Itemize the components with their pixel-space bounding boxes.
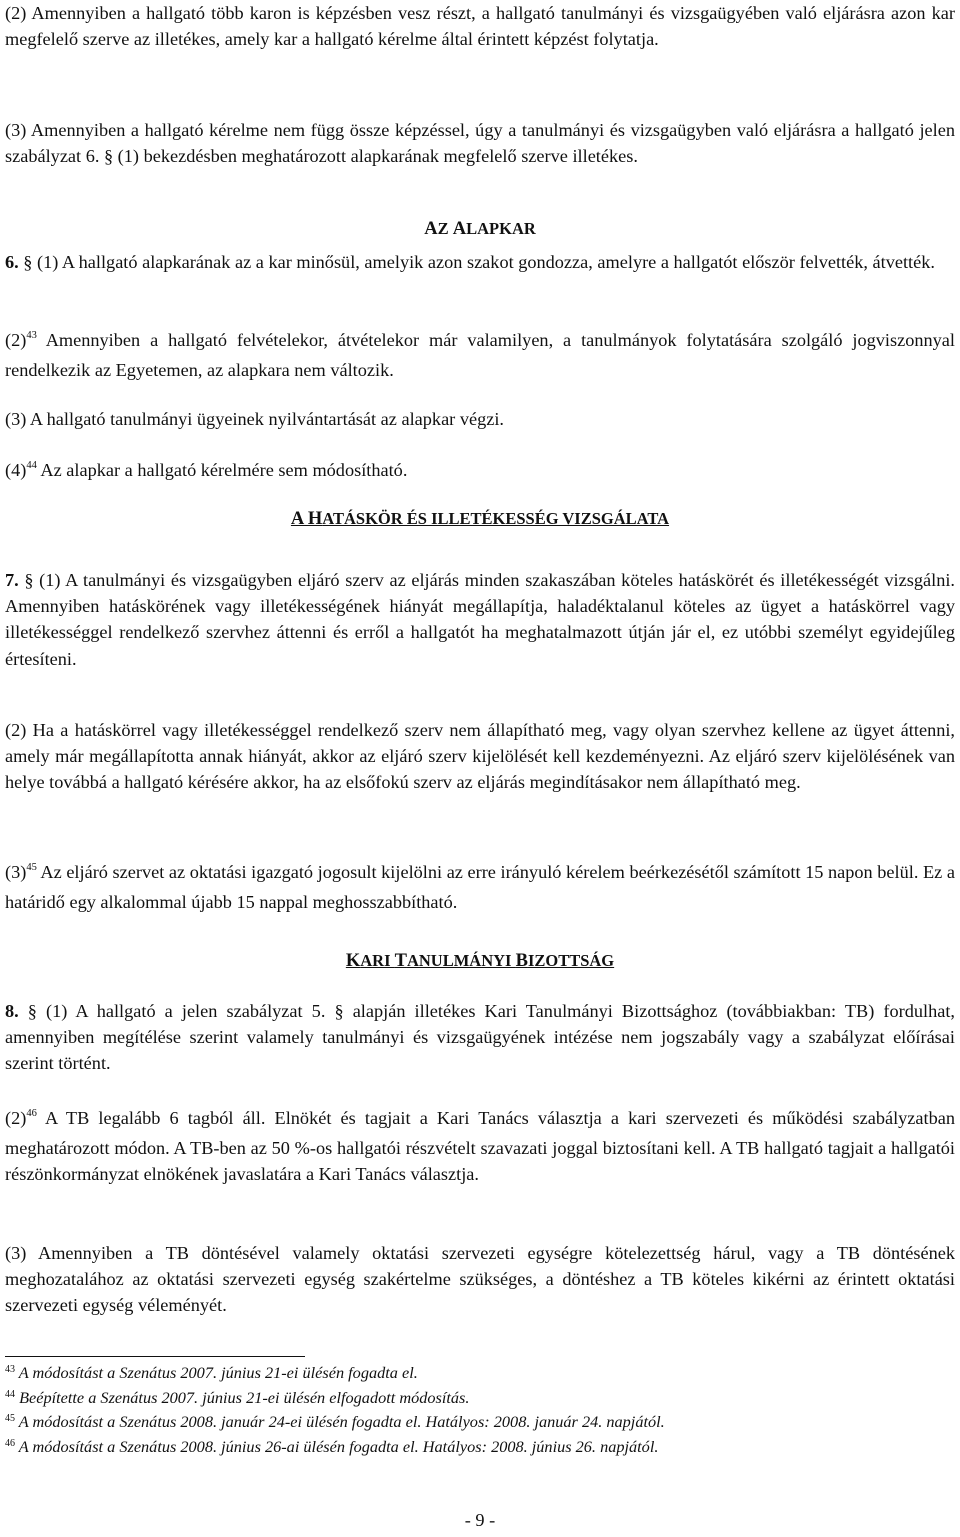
paragraph: (3)$^{45}$ Az eljáró szervet az oktatási igazgató jogosult kijelölni az erre irányuló kérelem beérkezésétől számított 15 napon belül. Ez a határidő egy alkalommal újabb 15 nappal meghosszabbítható.: [5, 862, 955, 913]
footnote-ref: 46: [26, 1108, 37, 1119]
section-number: 6.: [5, 252, 19, 272]
section-heading: AZ ALAPKAR: [424, 219, 536, 239]
footnote: $^{44}$ Beépítette a Szenátus 2007. június 21-ei ülésén elfogadott módosítás.: [5, 1387, 470, 1407]
paragraph: (2) Ha a hatáskörrel vagy illetékességgel rendelkező szerv nem állapítható meg, vagy olyan szervhez kellene az ügyet áttenni, amely már megállapította annak hiányát, akkor az eljáró szerv kijelölését kell kezdeményezni. Az eljáró szerv kijelölésének van helye továbbá a hallgató kérésére akkor, ha az elsőfokú szerv az eljárás megindításakor nem állapítható meg.: [5, 720, 955, 793]
paragraph: 7. § (1) A tanulmányi és vizsgaügyben eljáró szerv az eljárás minden szakaszában köteles hatáskörét és illetékességét vizsgálni. Amennyiben hatáskörének vagy illetékességének hiányát megállapítja, haladéktalanul köteles az ügyet a hatáskörrel vagy illetékességgel rendelkező szervhez áttenni és erről a hallgatót ha meghatalmazott útján jár el, ez utóbbi személyt egyidejűleg értesíteni.: [5, 570, 955, 669]
footnote-separator: [5, 1356, 305, 1357]
paragraph: 6. § (1) A hallgató alapkarának az a kar minősül, amelyik azon szakot gondozza, amelyre a hallgatót először felvették, átvették.: [5, 252, 935, 272]
footnote-ref: 43: [26, 330, 37, 341]
page-number: - 9 -: [464, 1510, 496, 1530]
footnote-ref: 44: [26, 460, 37, 471]
paragraph: (2)$^{43}$ Amennyiben a hallgató felvételekor, átvételekor már valamilyen, a tanulmányok folytatására szolgáló jogviszonnyal rendelkezik az Egyetemen, az alapkara nem változik.: [5, 330, 955, 381]
paragraph: (3) A hallgató tanulmányi ügyeinek nyilvántartását az alapkar végzi.: [5, 409, 505, 429]
section-number: 8.: [5, 1001, 19, 1021]
paragraph: (3) Amennyiben a TB döntésével valamely oktatási szervezeti egységre kötelezettség hárul, vagy a TB döntésének meghozatalához az oktatási szervezeti egység szakértelme szükséges, a döntéshez a TB köteles kikérni az érintett oktatási szervezeti egység véleményét.: [5, 1243, 955, 1316]
paragraph: 8. § (1) A hallgató a jelen szabályzat 5. § alapján illetékes Kari Tanulmányi Bizottsághoz (továbbiakban: TB) fordulhat, amennyiben megítélése szerint valamely tanulmányi és vizsgaügyének intézése nem jogszabály vagy a szabályzat előírásai szerint történt.: [5, 1001, 955, 1074]
paragraph: (3) Amennyiben a hallgató kérelme nem függ össze képzéssel, úgy a tanulmányi és vizsgaügyben való eljárásra a hallgató jelen szabályzat 6. § (1) bekezdésben meghatározott alapkarának megfelelő szerve illetékes.: [5, 120, 955, 167]
footnote: $^{45}$ A módosítást a Szenátus 2008. január 24-ei ülésén fogadta el. Hatályos: 2008. január 24. napjától.: [5, 1412, 665, 1432]
paragraph: (2)$^{46}$ A TB legalább 6 tagból áll. Elnökét és tagjait a Kari Tanács választja a kari szervezeti és működési szabályzatban meghatározott módon. A TB-ben az 50 %-os hallgatói részvételt szavazati joggal biztosítani kell. A TB hallgató tagjait a hallgatói részönkormányzat elnökének javaslatára a Kari Tanács választja.: [5, 1108, 955, 1185]
paragraph: (4)$^{44}$ Az alapkar a hallgató kérelmére sem módosítható.: [5, 460, 408, 480]
footnote: $^{43}$ A módosítást a Szenátus 2007. június 21-ei ülésén fogadta el.: [5, 1363, 418, 1382]
footnote: $^{46}$ A módosítást a Szenátus 2008. június 26-ai ülésén fogadta el. Hatályos: 2008. június 26. napjától.: [5, 1437, 659, 1457]
section-heading: KARI TANULMÁNYI BIZOTTSÁG: [345, 951, 615, 971]
footnotes: [5, 1362, 955, 1461]
footnote-ref: 45: [26, 862, 37, 873]
section-number: 7.: [5, 570, 19, 590]
section-heading: A HATÁSKÖR ÉS ILLETÉKESSÉG VIZSGÁLATA: [290, 509, 670, 529]
paragraph: (2) Amennyiben a hallgató több karon is képzésben vesz részt, a hallgató tanulmányi és vizsgaügyében való eljárásra azon kar megfelelő szerve az illetékes, amely kar a hallgató kérelme által érintett képzést folytatja.: [5, 3, 955, 50]
